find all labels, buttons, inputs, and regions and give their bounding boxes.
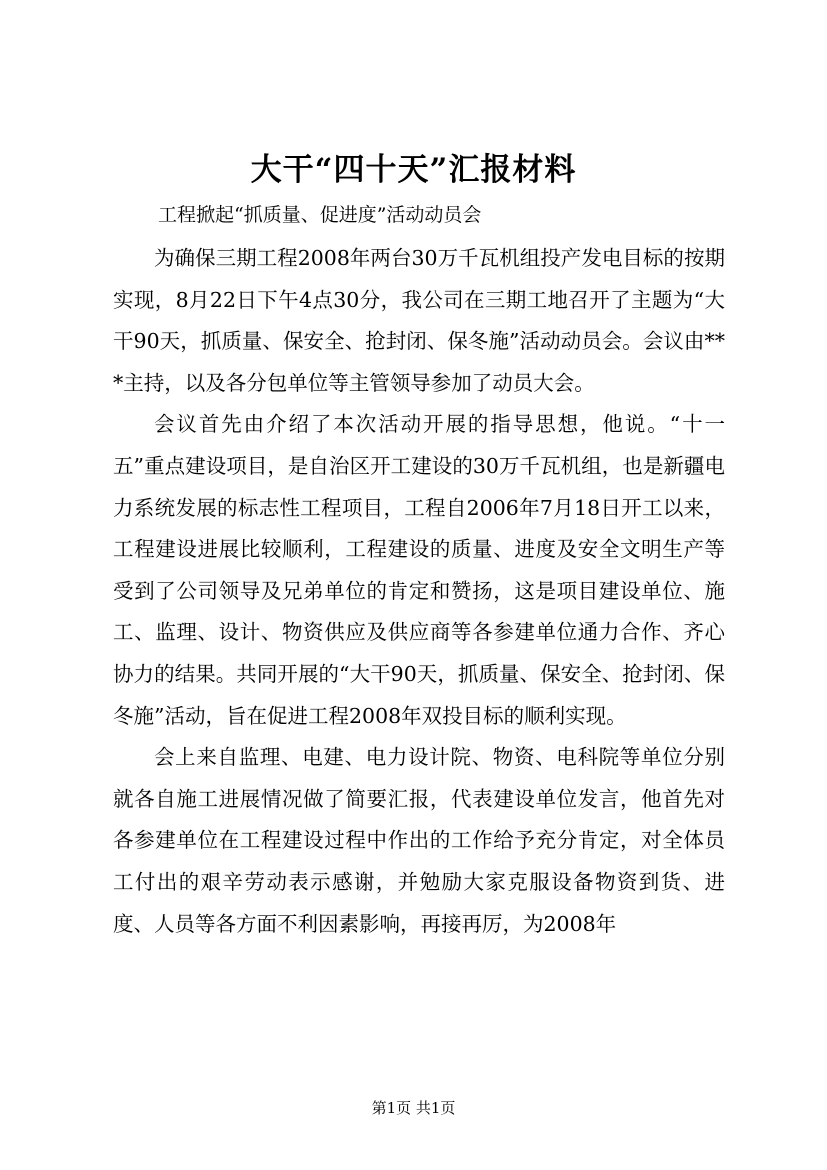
paragraph: 会议首先由介绍了本次活动开展的指导思想，他说。“十一五”重点建设项目，是自治区开工建设的30万千瓦机组，也是新疆电力系统发展的标志性工程项目，工程自2006年7月18日开工以来，工程建设进展比较顺利，工程建设的质量、进度及安全文明生产等受到了公司领导及兄弟单位的肯定和赞扬，这是项目建设单位、施工、监理、设计、物资供应及供应商等各参建单位通力合作、齐心协力的结果。共同开展的“大干90天，抓质量、保安全、抢封闭、保冬施”活动，旨在促进工程2008年双投目标的顺利实现。 bbox=[113, 412, 725, 728]
paragraph: 为确保三期工程2008年两台30万千瓦机组投产发电目标的按期实现，8月22日下午4点30分，我公司在三期工地召开了主题为“大干90天，抓质量、保安全、抢封闭、保冬施”活动动员会。会议由***主持，以及各分包单位等主管领导参加了动员大会。 bbox=[113, 246, 725, 395]
document-title: 大干“四十天”汇报材料 bbox=[250, 152, 577, 188]
document-subtitle: 工程掀起“抓质量、促进度”活动动员会 bbox=[158, 204, 482, 226]
paragraph: 会上来自监理、电建、电力设计院、物资、电科院等单位分别就各自施工进展情况做了简要汇报，代表建设单位发言，他首先对各参建单位在工程建设过程中作出的工作给予充分肯定，对全体员工付出的艰辛劳动表示感谢，并勉励大家克服设备物资到货、进度、人员等各方面不利因素影响，再接再厉，为2008年 bbox=[113, 745, 725, 936]
document-body bbox=[113, 238, 725, 945]
page-number-footer: 第1页 共1页 bbox=[371, 1099, 456, 1117]
